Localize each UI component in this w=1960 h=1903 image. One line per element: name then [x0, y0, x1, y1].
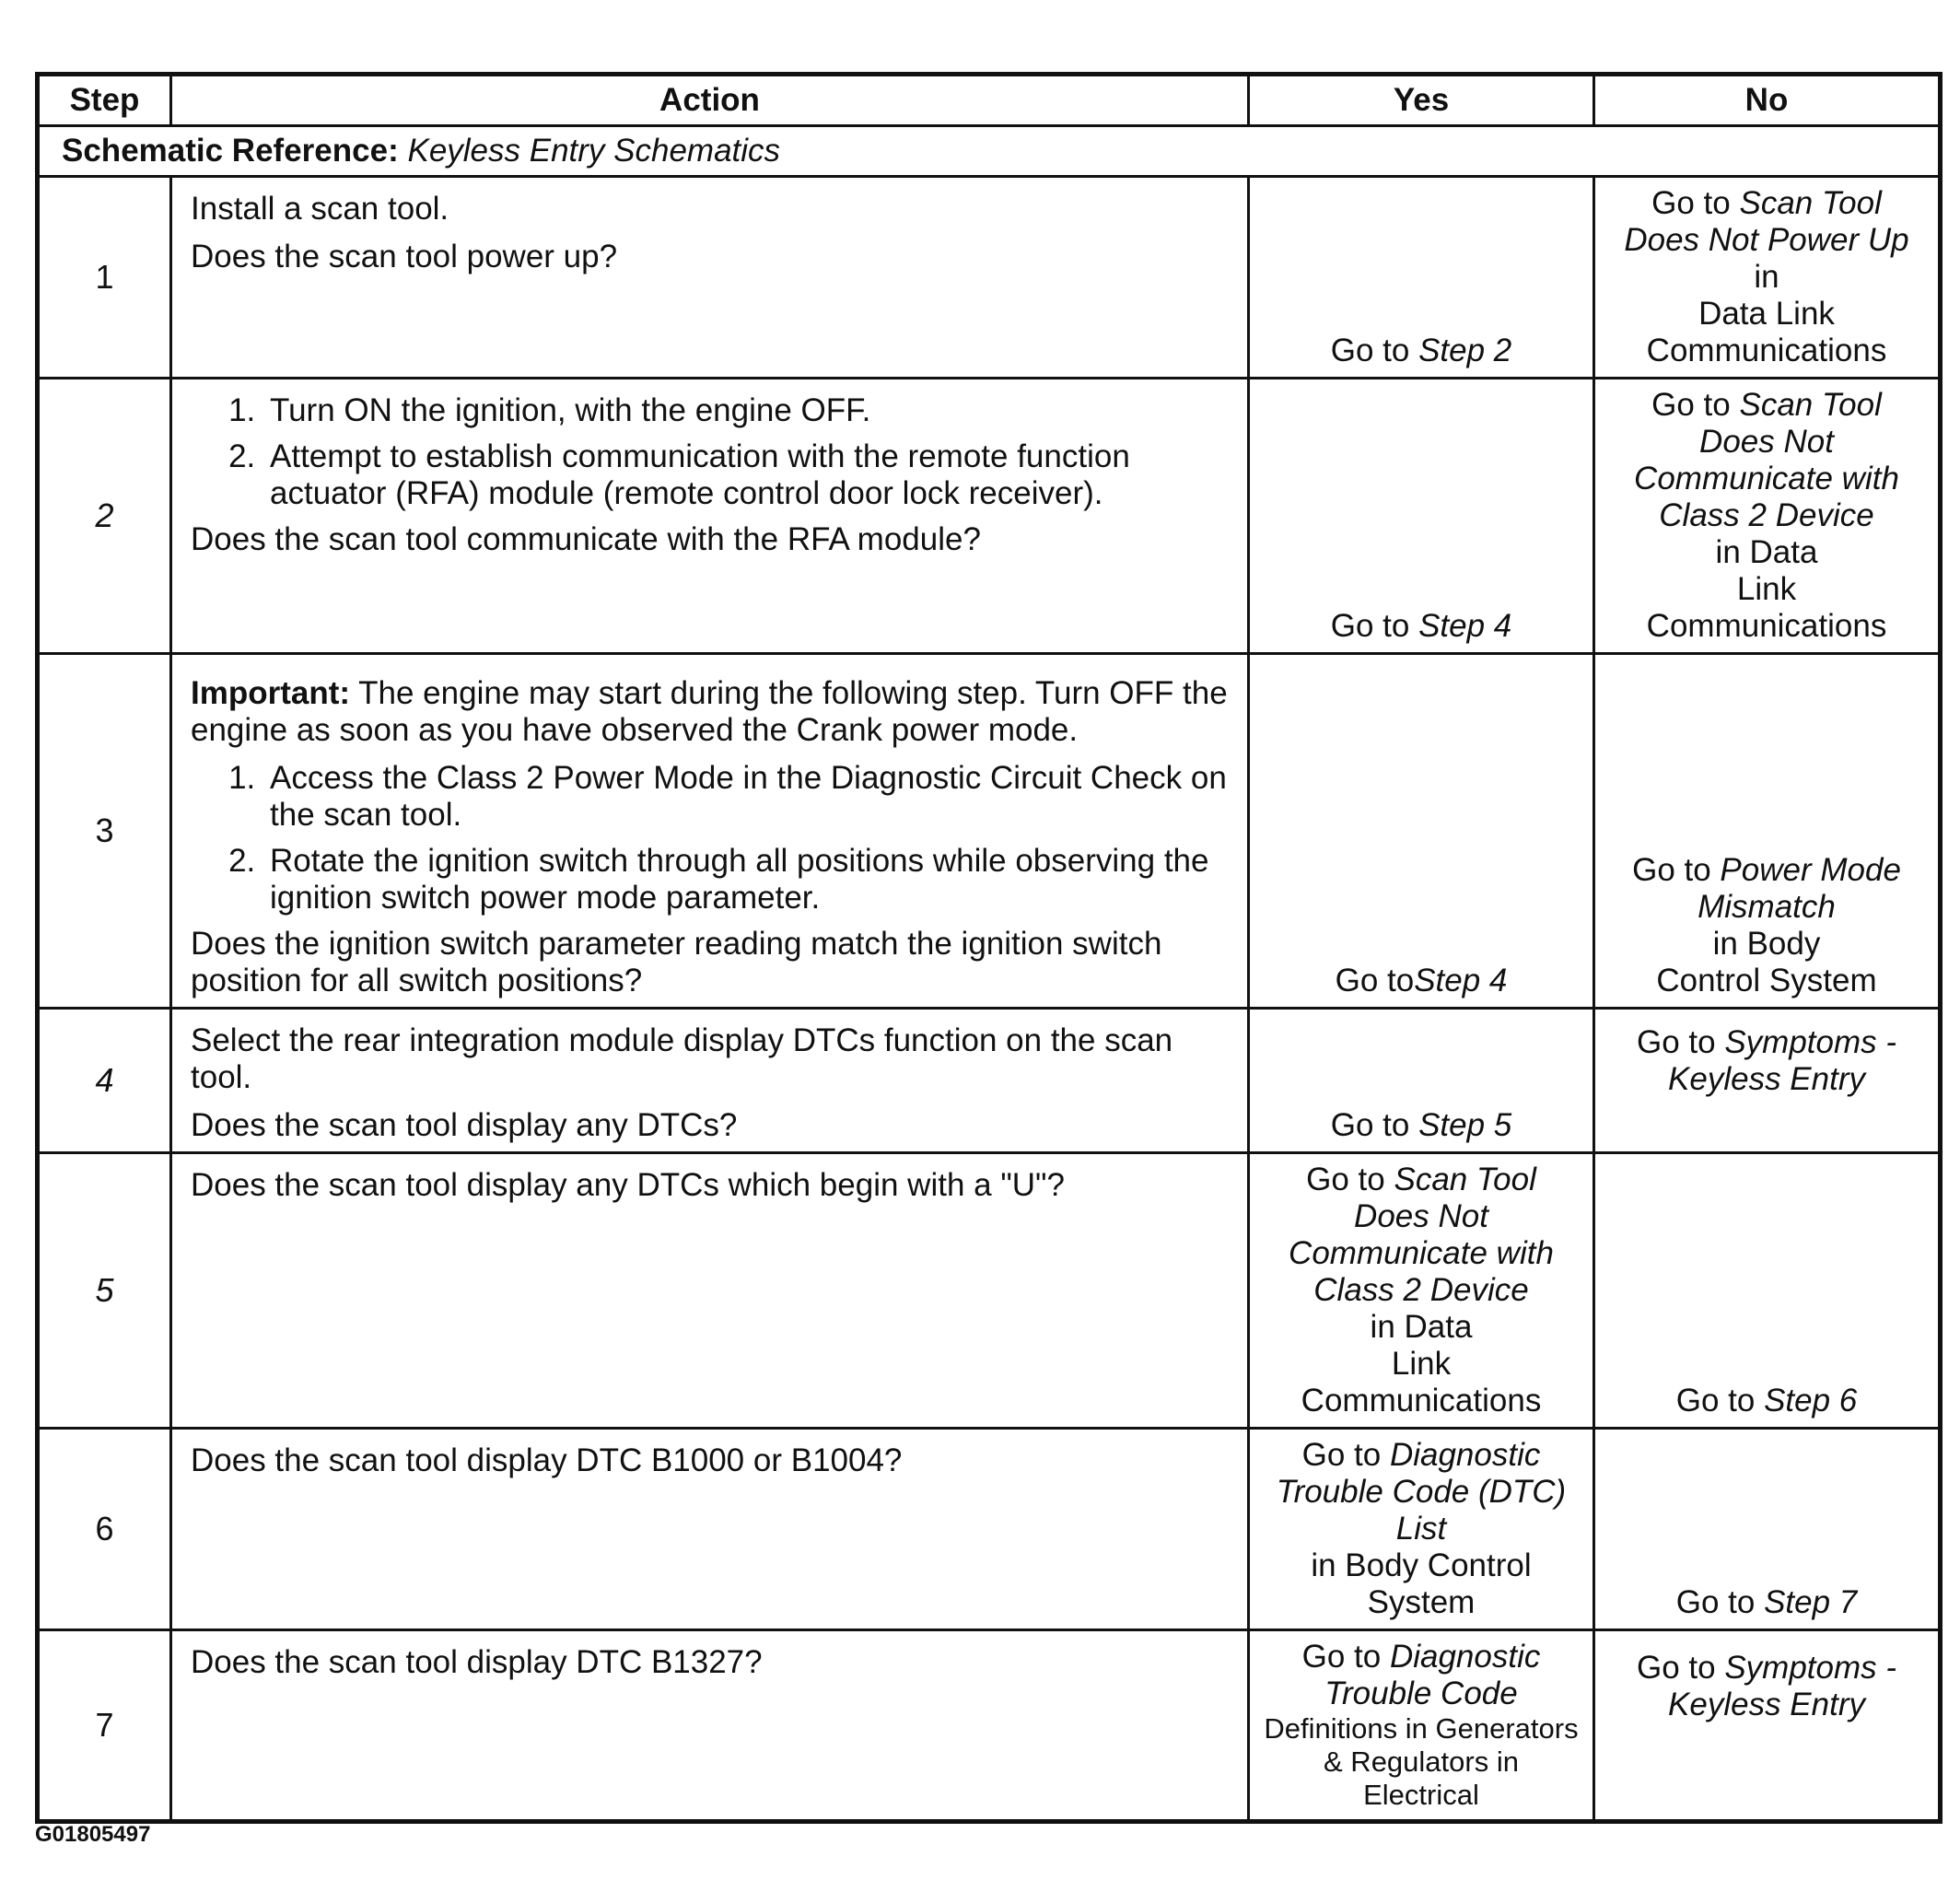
no-cell: Go to Scan Tool Does Not Communicate with Class 2 Device in Data Link Communications — [1594, 379, 1941, 654]
header-step: Step — [38, 75, 171, 126]
yes-cell: Go to Step 4 — [1249, 379, 1594, 654]
action-cell — [171, 1630, 1249, 1822]
action-list-item: 2. Attempt to establish communication with the remote function actuator (RFA) module (remote control door lock receiver). — [264, 438, 1229, 512]
action-question: Does the scan tool display any DTCs which begin with a "U"? — [191, 1167, 1065, 1203]
no-link[interactable]: Keyless Entry — [1668, 1687, 1865, 1722]
yes-link[interactable]: List — [1395, 1511, 1447, 1547]
step-row-3 — [38, 654, 1941, 1009]
step-number: 2 — [38, 379, 171, 654]
yes-link[interactable]: Class 2 Device — [1313, 1272, 1529, 1308]
yes-cell: Go to Step 5 — [1249, 1009, 1594, 1153]
no-link[interactable]: Does Not Power Up — [1624, 222, 1909, 258]
action-text: Install a scan tool. — [191, 191, 449, 227]
no-cell: Go to Step 6 — [1594, 1153, 1941, 1429]
yes-cell: Go toStep 4 — [1249, 654, 1594, 1009]
step-row-5 — [38, 1153, 1941, 1429]
action-list-item: 2. Rotate the ignition switch through all positions while observing the ignition switch power mode parameter. — [264, 843, 1229, 916]
action-question: Does the scan tool display DTC B1327? — [191, 1644, 763, 1680]
action-list — [191, 392, 1229, 512]
action-question: Does the ignition switch parameter reading match the ignition switch position for all switch positions? — [191, 926, 1162, 998]
step-row-2 — [38, 379, 1941, 654]
no-link[interactable]: Scan Tool — [1739, 185, 1882, 221]
yes-cell: Go to Diagnostic Trouble Code (DTC) List in Body Control System — [1249, 1429, 1594, 1630]
no-cell: Go to Symptoms - Keyless Entry — [1594, 1630, 1941, 1822]
schematic-reference-label: Schematic Reference: — [62, 133, 399, 169]
important-label: Important: — [191, 675, 351, 711]
yes-link[interactable]: Does Not — [1354, 1198, 1488, 1234]
no-link[interactable]: Class 2 Device — [1659, 497, 1874, 533]
step-number: 1 — [38, 177, 171, 379]
yes-link[interactable]: Diagnostic — [1389, 1639, 1541, 1675]
no-cell: Go to Symptoms - Keyless Entry — [1594, 1009, 1941, 1153]
yes-link[interactable]: Step 4 — [1414, 963, 1508, 998]
schematic-reference-link[interactable]: Keyless Entry Schematics — [407, 133, 781, 169]
no-link[interactable]: Communicate with — [1634, 461, 1899, 496]
step-row-4 — [38, 1009, 1941, 1153]
yes-link[interactable]: Communicate with — [1289, 1235, 1554, 1271]
step-number: 3 — [38, 654, 171, 1009]
no-cell: Go to Power Mode Mismatch in Body Control System — [1594, 654, 1941, 1009]
no-link[interactable]: Symptoms - — [1724, 1650, 1897, 1686]
action-cell — [171, 177, 1249, 379]
header-yes: Yes — [1249, 75, 1594, 126]
step-number: 5 — [38, 1153, 171, 1429]
yes-link[interactable]: Trouble Code — [1324, 1675, 1518, 1711]
action-cell — [171, 1429, 1249, 1630]
step-number: 7 — [38, 1630, 171, 1822]
action-list-item: 1. Turn ON the ignition, with the engine OFF. — [264, 392, 1229, 429]
yes-cell: Go to Diagnostic Trouble Code Definitions in Generators & Regulators in Electrical — [1249, 1630, 1594, 1822]
step-number: 4 — [38, 1009, 171, 1153]
no-link[interactable]: Symptoms - — [1724, 1024, 1897, 1060]
yes-link[interactable]: Step 5 — [1418, 1107, 1512, 1143]
header-row — [38, 75, 1941, 126]
no-link[interactable]: Step 6 — [1764, 1383, 1858, 1418]
figure-code: G01805497 — [35, 1822, 151, 1847]
step-row-1 — [38, 177, 1941, 379]
no-link[interactable]: Scan Tool — [1739, 387, 1882, 423]
step-row-6 — [38, 1429, 1941, 1630]
action-cell — [171, 1009, 1249, 1153]
no-link[interactable]: Step 7 — [1764, 1584, 1858, 1620]
header-action: Action — [171, 75, 1249, 126]
step-row-7 — [38, 1630, 1941, 1822]
action-cell — [171, 654, 1249, 1009]
action-list-item: 1. Access the Class 2 Power Mode in the Diagnostic Circuit Check on the scan tool. — [264, 760, 1229, 834]
yes-link[interactable]: Scan Tool — [1394, 1162, 1536, 1197]
yes-cell: Go to Step 2 — [1249, 177, 1594, 379]
no-cell: Go to Step 7 — [1594, 1429, 1941, 1630]
schematic-reference-row — [38, 126, 1941, 177]
action-question: Does the scan tool power up? — [191, 239, 618, 274]
no-link[interactable]: Keyless Entry — [1668, 1061, 1865, 1097]
header-no: No — [1594, 75, 1941, 126]
action-cell — [171, 1153, 1249, 1429]
important-note: Important: The engine may start during the following step. Turn OFF the engine as soon as you have observed the Crank power mode. — [191, 675, 1228, 748]
action-list — [191, 760, 1229, 916]
yes-link[interactable]: Diagnostic — [1389, 1437, 1541, 1473]
no-link[interactable]: Does Not — [1699, 424, 1834, 460]
yes-link[interactable]: Step 4 — [1418, 608, 1512, 644]
step-number: 6 — [38, 1429, 171, 1630]
no-link[interactable]: Power Mode — [1720, 852, 1901, 888]
yes-link[interactable]: Step 2 — [1418, 333, 1512, 368]
schematic-reference — [38, 126, 1941, 177]
no-link[interactable]: Mismatch — [1698, 889, 1836, 925]
action-text: Select the rear integration module display DTCs function on the scan tool. — [191, 1022, 1173, 1095]
diagnostic-table — [35, 72, 1942, 1824]
yes-cell: Go to Scan Tool Does Not Communicate with Class 2 Device in Data Link Communications — [1249, 1153, 1594, 1429]
action-cell — [171, 379, 1249, 654]
yes-link[interactable]: Trouble Code (DTC) — [1276, 1474, 1567, 1510]
no-cell: Go to Scan Tool Does Not Power Up in Data Link Communications — [1594, 177, 1941, 379]
action-question: Does the scan tool display DTC B1000 or B1004? — [191, 1442, 903, 1478]
action-question: Does the scan tool communicate with the RFA module? — [191, 521, 981, 557]
action-question: Does the scan tool display any DTCs? — [191, 1107, 738, 1143]
